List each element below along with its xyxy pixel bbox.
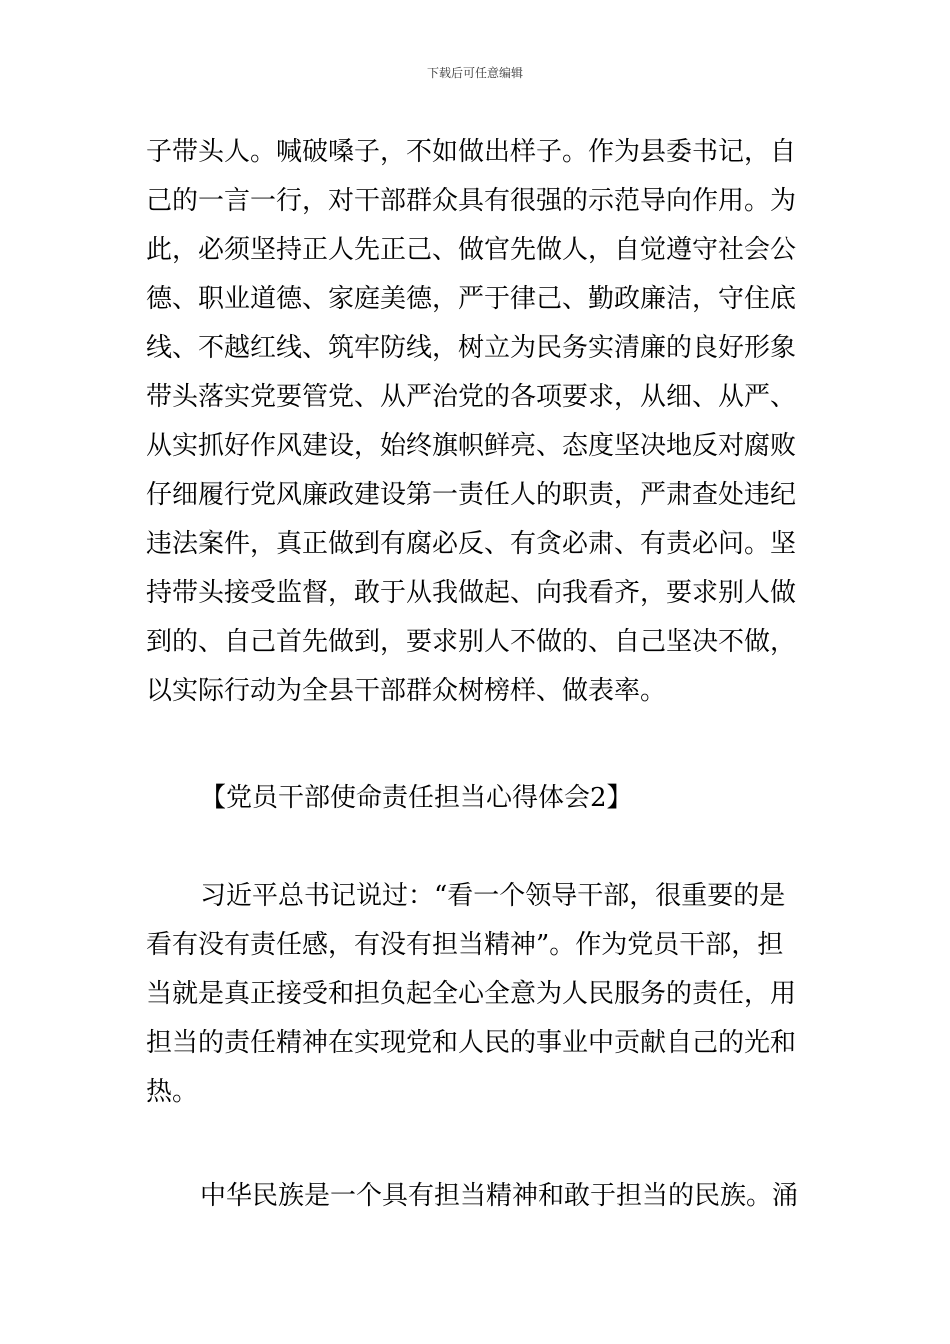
paragraph-line: 此，必须坚持正人先正己、做官先做人，自觉遵守社会公 — [146, 235, 797, 265]
paragraph-line: 到的、自己首先做到，要求别人不做的、自己坚决不做， — [146, 627, 797, 657]
paragraph-line: 习近平总书记说过：“看一个领导干部，很重要的是 — [200, 881, 786, 911]
paragraph-line: 己的一言一行，对干部群众具有很强的示范导向作用。为 — [146, 186, 797, 216]
paragraph-2 — [146, 872, 816, 1117]
paragraph-line: 线、不越红线、筑牢防线，树立为民务实清廉的良好形象 — [146, 333, 797, 363]
paragraph-line: 仔细履行党风廉政建设第一责任人的职责，严肃查处违纪 — [146, 480, 797, 510]
paragraph-line: 担当的责任精神在实现党和人民的事业中贡献自己的光和 — [146, 1028, 797, 1058]
paragraph-line: 持带头接受监督，敢于从我做起、向我看齐，要求别人做 — [146, 578, 797, 608]
paragraph-3 — [146, 1172, 816, 1221]
paragraph-line: 带头落实党要管党、从严治党的各项要求，从细、从严、 — [146, 382, 797, 412]
paragraph-line: 热。 — [146, 1077, 199, 1107]
page-header: 下载后可任意编辑 — [426, 66, 523, 80]
paragraph-line: 子带头人。喊破嗓子，不如做出样子。作为县委书记，自 — [146, 137, 797, 167]
paragraph-line: 违法案件，真正做到有腐必反、有贪必肃、有责必问。坚 — [146, 529, 797, 559]
section-heading: 【党员干部使命责任担当心得体会2】 — [200, 783, 633, 813]
paragraph-line: 当就是真正接受和担负起全心全意为人民服务的责任，用 — [146, 979, 797, 1009]
paragraph-line: 德、职业道德、家庭美德，严于律己、勤政廉洁，守住底 — [146, 284, 797, 314]
paragraph-line: 中华民族是一个具有担当精神和敢于担当的民族。涌 — [200, 1181, 799, 1211]
paragraph-line: 以实际行动为全县干部群众树榜样、做表率。 — [146, 676, 667, 706]
paragraph-line: 看有没有责任感，有没有担当精神”。作为党员干部，担 — [146, 930, 784, 960]
paragraph-1 — [146, 128, 816, 716]
paragraph-line: 从实抓好作风建设，始终旗帜鲜亮、态度坚决地反对腐败 — [146, 431, 797, 461]
